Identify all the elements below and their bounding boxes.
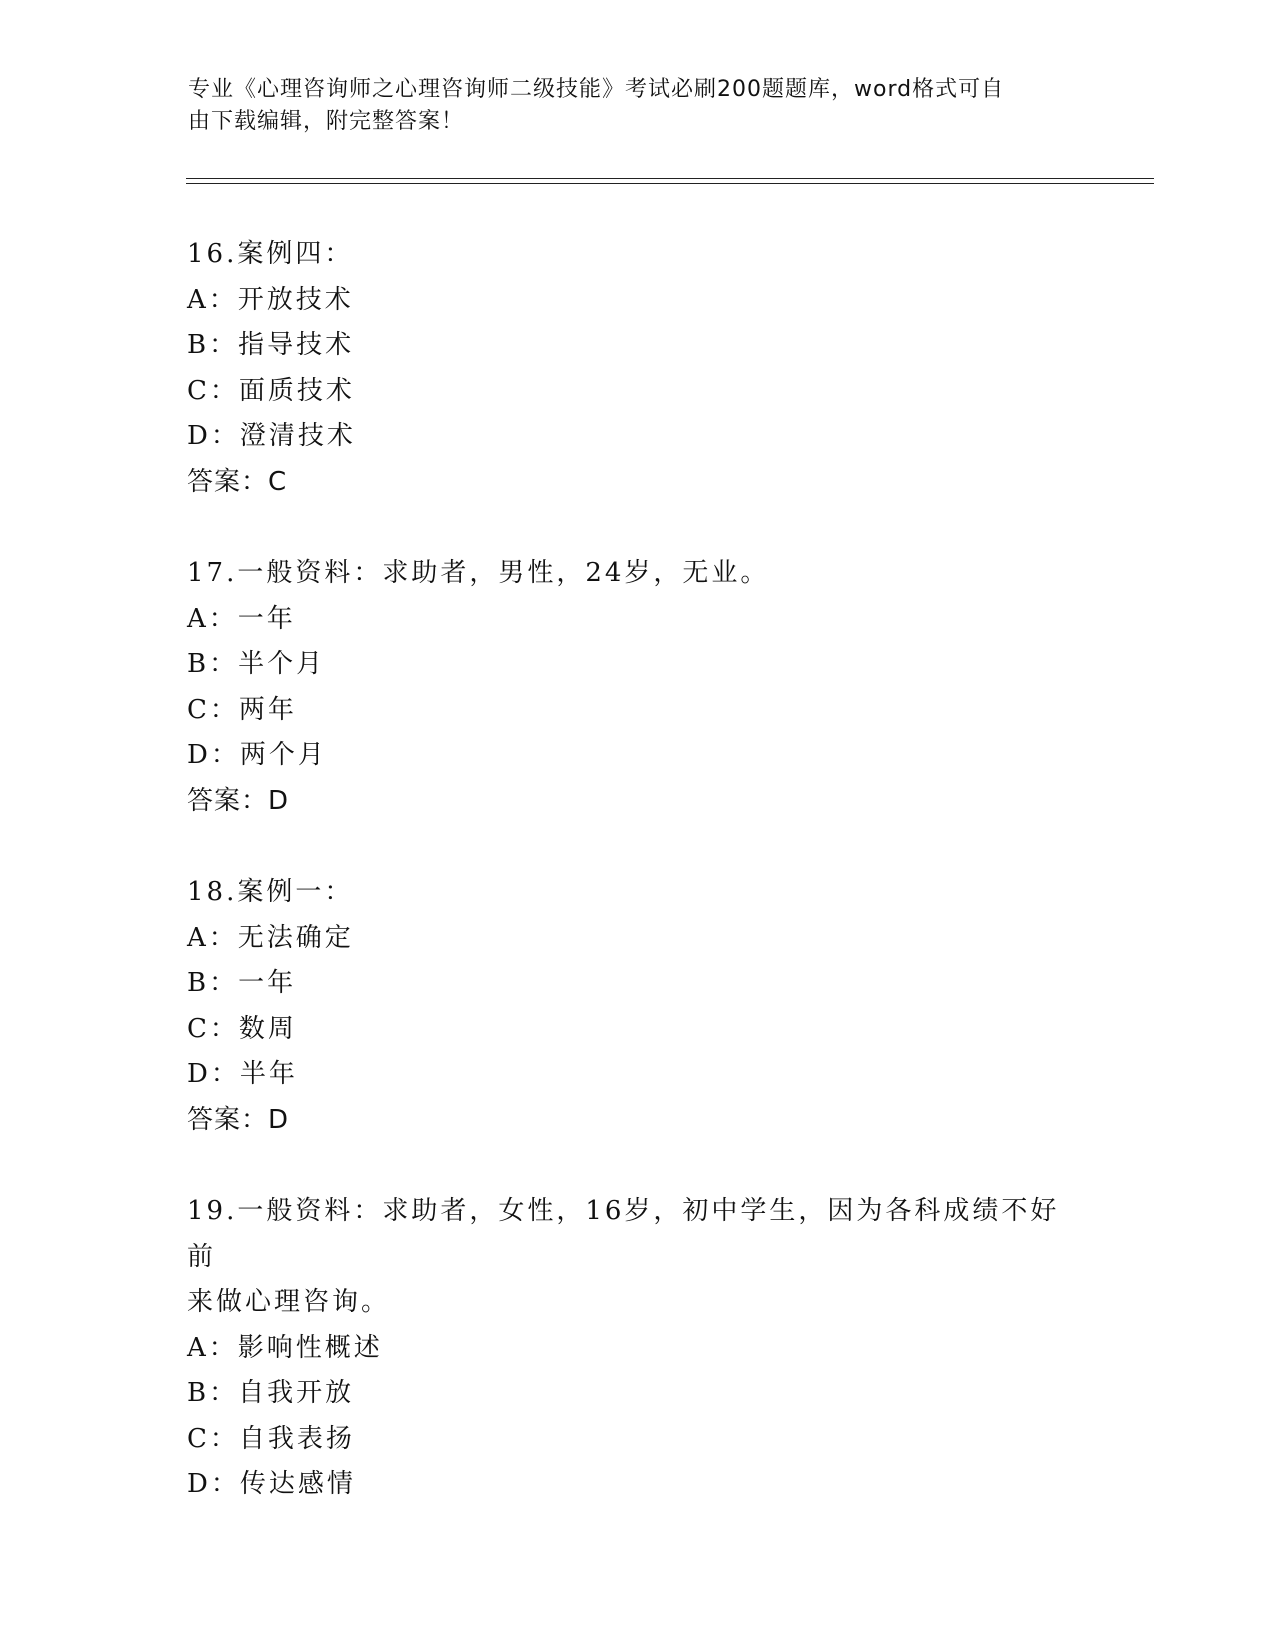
question-19	[187, 1189, 1087, 1508]
header-divider-top	[186, 178, 1154, 179]
option-a: A：一年	[187, 603, 296, 634]
option-b: B：自我开放	[187, 1378, 355, 1408]
question-16	[187, 232, 1087, 505]
question-stem-line-1: 19.一般资料：求助者，女性，16岁，初中学生，因为各科成绩不好前	[187, 1196, 1060, 1272]
option-d: D：两个月	[187, 740, 327, 770]
option-d: D：传达感情	[187, 1469, 356, 1499]
answer: 答案：C	[187, 466, 288, 497]
question-18	[187, 870, 1087, 1143]
option-a: A：开放技术	[187, 284, 354, 315]
option-c: C：自我表扬	[187, 1423, 355, 1454]
answer: 答案：D	[187, 1104, 290, 1135]
option-b: B：指导技术	[187, 330, 355, 360]
document-header	[188, 74, 1068, 138]
question-stem: 17.一般资料：求助者，男性，24岁，无业。	[187, 558, 770, 588]
question-stem: 16.案例四：	[187, 239, 354, 269]
header-line-1: 专业《心理咨询师之心理咨询师二级技能》考试必刷200题题库，word格式可自	[188, 77, 1005, 102]
question-stem-line-2: 来做心理咨询。	[187, 1287, 391, 1317]
option-c: C：面质技术	[187, 375, 355, 406]
option-a: A：影响性概述	[187, 1332, 383, 1363]
option-b: B：一年	[187, 968, 297, 998]
option-a: A：无法确定	[187, 922, 354, 953]
question-17	[187, 551, 1087, 824]
question-list	[187, 232, 1087, 1554]
question-stem: 18.案例一：	[187, 877, 354, 907]
option-d: D：半年	[187, 1059, 298, 1089]
option-d: D：澄清技术	[187, 421, 356, 451]
option-c: C：两年	[187, 694, 297, 725]
option-b: B：半个月	[187, 649, 326, 679]
answer: 答案：D	[187, 785, 290, 816]
header-line-2: 由下载编辑，附完整答案！	[188, 109, 465, 134]
header-divider-bottom	[186, 183, 1154, 184]
option-c: C：数周	[187, 1013, 297, 1044]
